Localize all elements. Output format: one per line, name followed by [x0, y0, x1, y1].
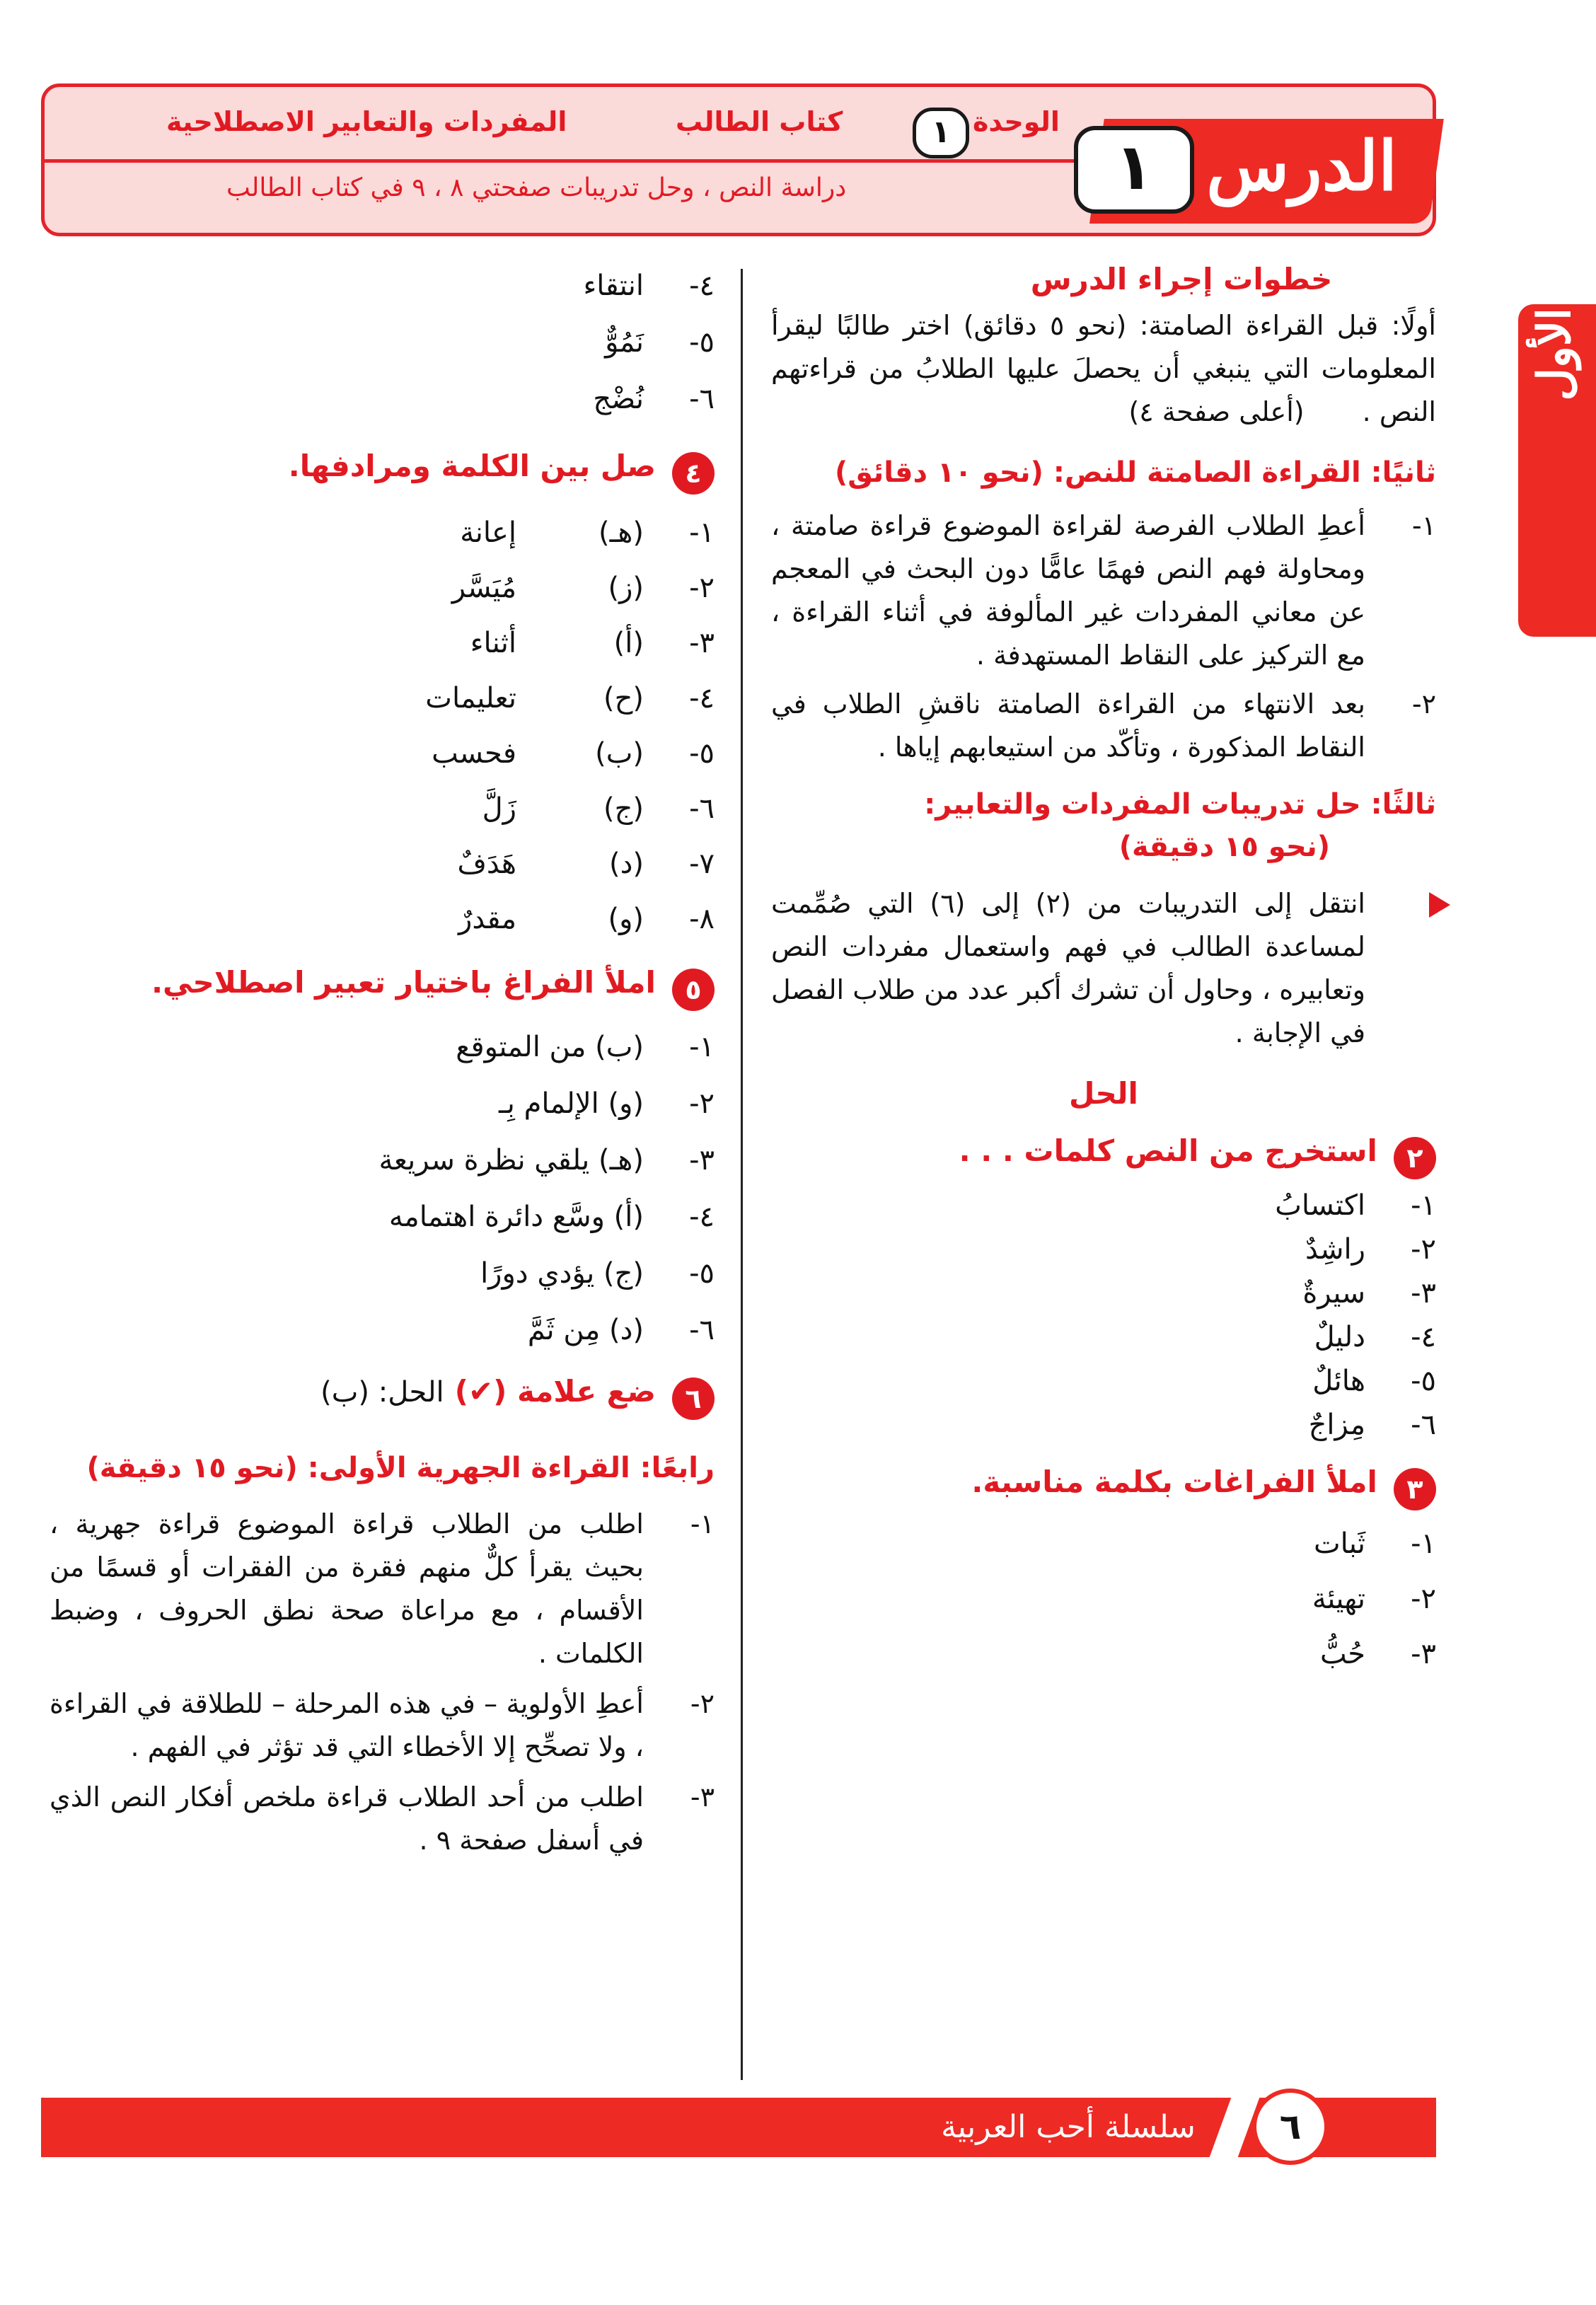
item-number: ١- — [689, 1031, 715, 1063]
lesson-label: الدرس — [1206, 126, 1397, 206]
list-item — [771, 1227, 1436, 1271]
item-number: ٣- — [689, 1144, 715, 1177]
step-third-title: حل تدريبات المفردات والتعابير: — [924, 788, 1361, 821]
item-text: حُبُّ — [1319, 1638, 1365, 1670]
item-letter: (هـ) — [598, 516, 644, 549]
item-text: مِزاجٌ — [1308, 1409, 1365, 1441]
item-number: ٥- — [689, 1257, 715, 1290]
list-item — [50, 371, 715, 427]
exercise-5-title: املأ الفراغ باختيار تعبير اصطلاحي. — [151, 965, 656, 1000]
left-column — [50, 255, 715, 1862]
list-item — [50, 1245, 715, 1302]
exercise-6-answer: الحل: (ب) — [320, 1376, 444, 1409]
exercise-badge: ٤ — [672, 452, 715, 495]
step-fourth-item — [50, 1776, 715, 1862]
item-text: سيرةٌ — [1302, 1277, 1365, 1310]
item-number: ٢- — [1411, 1233, 1436, 1266]
item-number: ٨- — [689, 903, 715, 935]
list-item — [50, 258, 715, 314]
item-number: ٦- — [689, 1314, 715, 1346]
item-text: نَمُوٌّ — [605, 326, 644, 359]
step-second-heading — [771, 448, 1436, 497]
item-number: ٤- — [689, 1201, 715, 1233]
step-fourth-item — [50, 1682, 715, 1769]
right-column — [771, 255, 1436, 1687]
exercise-badge: ٣ — [1394, 1468, 1436, 1510]
step-first-label: أولًا: — [1391, 310, 1436, 341]
list-item — [50, 1302, 715, 1358]
matching-row — [50, 505, 715, 560]
item-word: مُيَسَّر — [451, 572, 516, 604]
exercise-6-heading — [50, 1361, 715, 1422]
exercise-badge: ٥ — [672, 969, 715, 1011]
item-text: أعطِ الأولوية – في هذه المرحلة – للطلاقة في القراءة ، ولا تصحِّح إلا الأخطاء التي قد تؤثر في الفهم . — [50, 1688, 644, 1762]
step-second-title: القراءة الصامتة للنص: (نحو ١٠ دقائق) — [834, 456, 1361, 489]
exercise-2-heading — [771, 1126, 1436, 1177]
exercise-6-title: ضع علامة (✔) — [454, 1374, 656, 1409]
item-letter: (ب) — [595, 737, 644, 770]
section-side-label: القسم الأول — [1528, 172, 1581, 401]
pointer-icon — [1429, 892, 1450, 918]
step-first-ref: (أعلى صفحة ٤) — [1128, 396, 1305, 427]
item-word: مقدرٌ — [458, 903, 516, 935]
list-item — [50, 1075, 715, 1132]
item-word: فحسب — [432, 737, 516, 770]
list-item — [771, 1271, 1436, 1315]
step-fourth-heading — [50, 1443, 715, 1493]
step-fourth-item — [50, 1503, 715, 1675]
list-item — [50, 1132, 715, 1189]
item-word: إعانة — [460, 516, 516, 549]
item-text: راشِدٌ — [1305, 1233, 1365, 1266]
item-number: ١- — [690, 1508, 715, 1539]
exercise-4-title: صل بين الكلمة ومرادفها. — [288, 449, 656, 483]
item-text: (د) مِن ثَمَّ — [527, 1314, 644, 1346]
item-number: ٢- — [689, 572, 715, 604]
item-word: زَلَّ — [482, 792, 516, 825]
item-text: (ج) يؤدي دورًا — [480, 1257, 644, 1290]
item-text: اطلب من أحد الطلاب قراءة ملخص أفكار النص الذي في أسفل صفحة ٩ . — [50, 1781, 644, 1856]
list-item — [771, 1184, 1436, 1227]
exercise-3-list — [771, 1522, 1436, 1687]
item-number: ٣- — [1411, 1277, 1436, 1310]
item-letter: (ح) — [603, 682, 644, 715]
step-fourth-label: رابعًا: — [640, 1452, 715, 1484]
item-number: ٢- — [689, 1087, 715, 1120]
step-second-item — [771, 683, 1436, 769]
item-number: ٢- — [690, 1688, 715, 1719]
list-item — [50, 314, 715, 371]
series-title: سلسلة أحب العربية — [941, 2109, 1196, 2145]
item-word: هَدَفٌ — [457, 848, 516, 880]
item-text: دليلٌ — [1314, 1321, 1365, 1353]
matching-row — [50, 616, 715, 671]
list-item — [771, 1632, 1436, 1687]
item-letter: (و) — [608, 903, 644, 935]
matching-row — [50, 891, 715, 947]
item-text: اكتسابُ — [1275, 1189, 1365, 1222]
item-word: تعليمات — [425, 682, 516, 715]
list-item — [771, 1522, 1436, 1577]
unit-number: ١ — [913, 108, 969, 158]
step-first — [771, 304, 1436, 434]
lesson-number: ١ — [1074, 126, 1194, 214]
item-letter: (ج) — [603, 792, 644, 825]
item-number: ٢- — [1411, 1583, 1436, 1615]
step-third-duration: (نحو ١٥ دقيقة) — [1118, 831, 1330, 863]
item-number: ١- — [689, 516, 715, 549]
item-number: ١- — [1411, 510, 1436, 541]
step-first-text: قبل القراءة الصامتة: (نحو ٥ دقائق) اختر طالبًا ليقرأ المعلومات التي ينبغي أن يحصلَ عليها الطلابُ من قراءتهم النص . — [771, 310, 1436, 427]
exercise-5-list — [50, 1019, 715, 1358]
step-third-label: ثالثًا: — [1370, 788, 1436, 821]
matching-row — [50, 836, 715, 891]
item-letter: (د) — [608, 848, 644, 880]
exercise-2-title: استخرج من النص كلمات . . . — [959, 1133, 1377, 1168]
step-fourth-title: القراءة الجهرية الأولى: (نحو ١٥ دقيقة) — [86, 1452, 630, 1484]
item-text: (و) الإلمام بِـ — [499, 1087, 644, 1120]
book-label: كتاب الطالب — [676, 106, 843, 137]
item-number: ٤- — [689, 270, 715, 302]
exercise-badge: ٢ — [1394, 1137, 1436, 1179]
matching-row — [50, 560, 715, 616]
item-number: ٣- — [689, 627, 715, 659]
item-number: ١- — [1411, 1527, 1436, 1560]
page-number: ٦ — [1252, 2089, 1329, 2165]
exercise-4-heading — [50, 434, 715, 498]
step-third-item — [771, 882, 1436, 1055]
step-third-heading — [771, 783, 1436, 826]
list-item — [50, 1189, 715, 1245]
item-word: أثناء — [470, 627, 516, 659]
matching-row — [50, 726, 715, 781]
item-number: ٥- — [689, 326, 715, 359]
steps-title: خطوات إجراء الدرس — [1030, 262, 1333, 296]
step-third-text: انتقل إلى التدريبات من (٢) إلى (٦) التي صُمِّمت لمساعدة الطالب في فهم واستعمال مفردات النص وتعابيره ، وحاول أن تشرك أكبر عدد من طلاب الفصل في الإجابة . — [771, 888, 1365, 1048]
step-second-item — [771, 504, 1436, 677]
item-text: (ب) من المتوقع — [456, 1031, 644, 1063]
matching-row — [50, 781, 715, 836]
item-number: ٤- — [689, 682, 715, 715]
item-letter: (أ) — [613, 627, 644, 659]
exercise-3-title: املأ الفراغات بكلمة مناسبة. — [971, 1465, 1377, 1499]
item-text: تهيئة — [1312, 1583, 1365, 1615]
item-text: بعد الانتهاء من القراءة الصامتة ناقشِ الطلاب في النقاط المذكورة ، وتأكّد من استيعابهم إياها . — [771, 688, 1365, 763]
item-number: ٢- — [1411, 688, 1436, 720]
item-number: ٦- — [1411, 1409, 1436, 1441]
list-item — [771, 1577, 1436, 1632]
exercise-5-heading — [50, 951, 715, 1015]
item-number: ٣- — [1411, 1638, 1436, 1670]
matching-row — [50, 671, 715, 726]
exercise-3-continued — [50, 258, 715, 427]
exercise-2-list — [771, 1184, 1436, 1447]
item-text: (أ) وسَّع دائرة اهتمامه — [388, 1201, 644, 1233]
exercise-badge: ٦ — [672, 1377, 715, 1420]
column-divider — [741, 269, 743, 2080]
item-number: ٦- — [689, 792, 715, 825]
exercise-4-list — [50, 505, 715, 947]
item-number: ٦- — [689, 383, 715, 415]
item-text: أعطِ الطلاب الفرصة لقراءة الموضوع قراءة صامتة ، ومحاولة فهم النص فهمًا عامًّا دون البحث في المعجم عن معاني المفردات غير المألوفة في أثناء القراءة ، مع التركيز على النقاط المستهدفة . — [771, 510, 1365, 671]
solution-title: الحل — [1069, 1076, 1138, 1111]
header-instructions: دراسة النص ، وحل تدريبات صفحتي ٨ ، ٩ في كتاب الطالب — [226, 173, 847, 202]
item-number: ٧- — [689, 848, 715, 880]
item-letter: (ز) — [608, 572, 644, 604]
item-text: نُضْج — [593, 383, 644, 415]
list-item — [771, 1315, 1436, 1359]
list-item — [771, 1359, 1436, 1403]
topic-label: المفردات والتعابير الاصطلاحية — [166, 106, 567, 137]
header-divider — [42, 159, 1082, 163]
item-number: ١- — [1411, 1189, 1436, 1222]
item-text: ثَبات — [1313, 1527, 1365, 1560]
list-item — [50, 1019, 715, 1075]
item-text: (هـ) يلقي نظرة سريعة — [378, 1144, 644, 1177]
item-text: اطلب من الطلاب قراءة الموضوع قراءة جهرية ، بحيث يقرأ كلٌّ منهم فقرة من الفقرات أو قسمًا من الأقسام ، مع مراعاة صحة نطق الحروف ، وضبط الكلمات . — [50, 1508, 644, 1669]
unit-label: الوحدة — [973, 106, 1060, 137]
item-number: ٤- — [1411, 1321, 1436, 1353]
step-second-label: ثانيًا: — [1370, 456, 1436, 489]
list-item — [771, 1403, 1436, 1447]
item-text: انتقاء — [583, 270, 644, 302]
exercise-3-heading — [771, 1457, 1436, 1508]
item-number: ٥- — [689, 737, 715, 770]
item-number: ٥- — [1411, 1365, 1436, 1397]
item-text: هائلٌ — [1312, 1365, 1365, 1397]
item-number: ٣- — [690, 1781, 715, 1813]
